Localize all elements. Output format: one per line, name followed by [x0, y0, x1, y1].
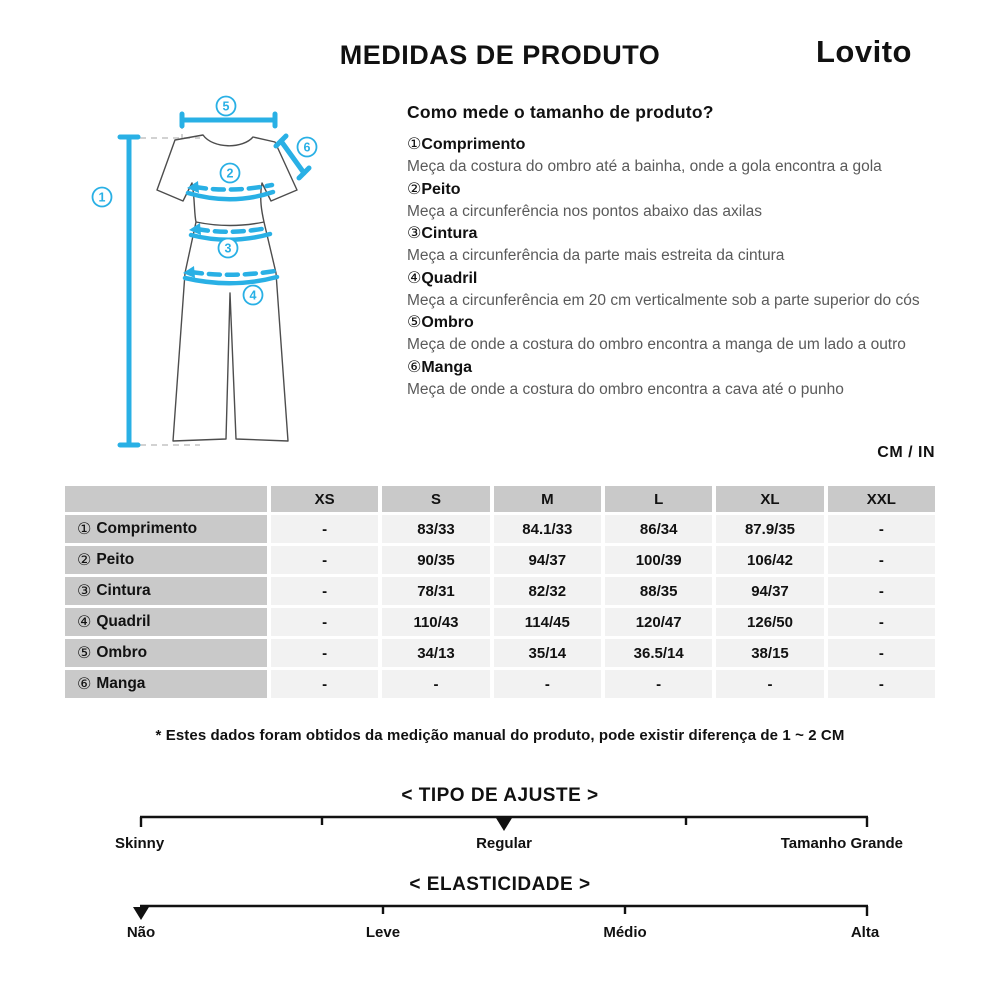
table-corner-cell — [65, 486, 267, 512]
col-header-xxl: XXL — [828, 486, 935, 512]
col-header-m: M — [494, 486, 601, 512]
elasticity-marker-icon — [133, 907, 149, 920]
size-cell: 126/50 — [716, 608, 823, 636]
instruction-desc-peito: Meça a circunferência nos pontos abaixo das axilas — [407, 202, 762, 220]
size-cell: - — [271, 608, 378, 636]
size-cell: - — [828, 639, 935, 667]
size-cell: - — [828, 515, 935, 543]
size-cell: - — [605, 670, 712, 698]
instruction-desc-quadril: Meça a circunferência em 20 cm verticalmente sob a parte superior do cós — [407, 291, 920, 309]
hip-measure-line — [185, 271, 277, 283]
col-header-s: S — [382, 486, 489, 512]
row-header-peito: ② Peito — [65, 546, 267, 574]
row-header-manga: ⑥ Manga — [65, 670, 267, 698]
instruction-num: ⑤ — [407, 314, 422, 331]
row-header-quadril: ④ Quadril — [65, 608, 267, 636]
size-cell: - — [271, 515, 378, 543]
marker-2-icon — [221, 164, 240, 183]
page-title: MEDIDAS DE PRODUTO — [339, 40, 661, 70]
size-cell: 87.9/35 — [716, 515, 823, 543]
size-cell: 90/35 — [382, 546, 489, 574]
fit-scale-title: < TIPO DE AJUSTE > — [401, 785, 599, 806]
marker-5-icon — [217, 97, 236, 116]
size-cell: - — [828, 608, 935, 636]
svg-text:6: 6 — [303, 140, 311, 155]
svg-text:5: 5 — [222, 99, 230, 114]
instruction-num: ① — [407, 136, 422, 153]
size-cell: - — [828, 577, 935, 605]
size-cell: 35/14 — [494, 639, 601, 667]
size-cell: 38/15 — [716, 639, 823, 667]
size-cell: - — [828, 670, 935, 698]
size-cell: 94/37 — [716, 577, 823, 605]
size-cell: 106/42 — [716, 546, 823, 574]
size-cell: 94/37 — [494, 546, 601, 574]
instruction-desc-cintura: Meça a circunferência da parte mais estreita da cintura — [407, 247, 785, 264]
instruction-desc-comprimento: Meça da costura do ombro até a bainha, onde a gola encontra a gola — [407, 158, 882, 175]
instruction-label-ombro: ⑤Ombro — [407, 314, 474, 331]
marker-6-icon — [298, 138, 317, 157]
size-cell: 34/13 — [382, 639, 489, 667]
elasticity-label-alta: Alta — [850, 924, 880, 941]
elasticity-label-nao: Não — [126, 924, 156, 941]
instruction-num: ④ — [407, 269, 422, 287]
size-cell: - — [271, 639, 378, 667]
elasticity-label-medio: Médio — [603, 924, 647, 941]
size-table — [65, 486, 935, 698]
size-cell: - — [382, 670, 489, 698]
instruction-label-comprimento: ①Comprimento — [407, 136, 526, 153]
brand-logo: Lovito — [816, 34, 912, 69]
svg-text:1: 1 — [98, 190, 106, 205]
col-header-xs: XS — [271, 486, 378, 512]
size-cell: 36.5/14 — [605, 639, 712, 667]
instructions-panel — [407, 102, 947, 400]
instruction-num: ③ — [407, 225, 422, 242]
guide-dashes — [129, 123, 200, 445]
length-measure-line — [120, 137, 138, 445]
size-cell: 83/33 — [382, 515, 489, 543]
size-cell: - — [828, 546, 935, 574]
fit-label-tamanho-grande: Tamanho Grande — [780, 835, 903, 852]
size-cell: 78/31 — [382, 577, 489, 605]
size-cell: 82/32 — [494, 577, 601, 605]
size-cell: 88/35 — [605, 577, 712, 605]
size-cell: 86/34 — [605, 515, 712, 543]
row-header-comprimento: ① Comprimento — [65, 515, 267, 543]
elasticity-scale-title: < ELASTICIDADE > — [409, 874, 591, 895]
measurement-diagram — [60, 95, 400, 465]
col-header-l: L — [605, 486, 712, 512]
marker-4-icon — [244, 286, 263, 305]
elasticity-label-leve: Leve — [365, 924, 401, 941]
size-cell: 110/43 — [382, 608, 489, 636]
row-header-cintura: ③ Cintura — [65, 577, 267, 605]
size-cell: - — [271, 546, 378, 574]
instruction-label-cintura: ③Cintura — [407, 225, 478, 242]
fit-marker-icon — [496, 818, 512, 831]
instruction-label-quadril: ④Quadril — [407, 269, 478, 287]
size-cell: 114/45 — [494, 608, 601, 636]
svg-text:4: 4 — [249, 288, 257, 303]
instruction-num: ② — [407, 180, 422, 198]
size-cell: 100/39 — [605, 546, 712, 574]
fit-label-skinny: Skinny — [115, 835, 165, 852]
instruction-num: ⑥ — [407, 358, 422, 376]
size-cell: - — [271, 670, 378, 698]
size-cell: - — [494, 670, 601, 698]
size-cell: - — [271, 577, 378, 605]
col-header-xl: XL — [716, 486, 823, 512]
size-cell: 84.1/33 — [494, 515, 601, 543]
waist-seam — [196, 222, 264, 226]
size-cell: - — [716, 670, 823, 698]
fit-label-regular: Regular — [476, 835, 532, 852]
size-cell: 120/47 — [605, 608, 712, 636]
instruction-label-manga: ⑥Manga — [407, 358, 473, 376]
units-label: CM / IN — [877, 444, 935, 461]
instruction-label-peito: ②Peito — [407, 180, 461, 198]
instruction-desc-ombro: Meça de onde a costura do ombro encontra a manga de um lado a outro — [407, 336, 906, 353]
measurement-footnote: * Estes dados foram obtidos da medição manual do produto, pode existir diferença de 1 ~ 2 CM — [155, 727, 845, 744]
instructions-heading: Como mede o tamanho de produto? — [407, 102, 714, 122]
marker-1-icon — [93, 188, 112, 207]
row-header-ombro: ⑤ Ombro — [65, 639, 267, 667]
marker-3-icon — [219, 239, 238, 258]
svg-text:3: 3 — [224, 241, 232, 256]
instruction-desc-manga: Meça de onde a costura do ombro encontra a cava até o punho — [407, 380, 844, 398]
svg-text:2: 2 — [226, 166, 234, 181]
